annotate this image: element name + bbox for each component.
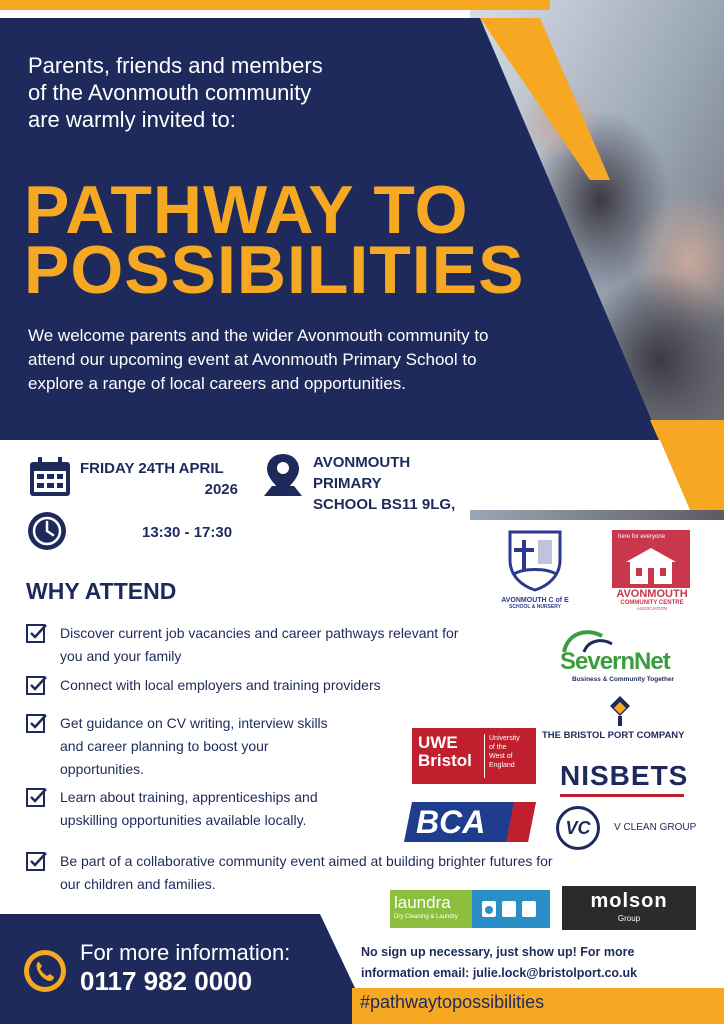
calendar-icon: [28, 456, 72, 498]
list-item: Learn about training, apprenticeships and upskilling opportunities available locally.: [26, 786, 386, 832]
list-item: Connect with local employers and training providers: [26, 674, 546, 698]
contact-label: For more information:: [80, 940, 291, 965]
checkbox-icon: [26, 850, 48, 872]
nisbets-logo: NISBETS: [560, 760, 689, 791]
location-pin-icon: [262, 452, 304, 498]
contact-phone[interactable]: 0117 982 0000: [80, 966, 253, 996]
bristol-port-logo: THE BRISTOL PORT COMPANY: [542, 730, 685, 741]
hashtag: #pathwaytopossibilities: [360, 992, 545, 1012]
event-title: PATHWAY TO POSSIBILITIES: [24, 172, 525, 308]
laundry-icons: [480, 900, 544, 918]
event-description: We welcome parents and the wider Avonmouth community to attend our upcoming event at Avonmouth Primary School to explore a range of local careers and opportunities.: [28, 326, 489, 393]
phone-icon: [22, 948, 68, 994]
event-time: 13:30 - 17:30: [142, 524, 233, 541]
molson-logo: molson Group: [562, 886, 696, 930]
checkbox-icon: [26, 622, 48, 644]
event-date: FRIDAY 24TH APRIL 2026: [80, 460, 238, 498]
checkbox-icon: [26, 674, 48, 696]
nisbets-underline: [560, 794, 684, 797]
community-centre-logo: here for everyone AVONMOUTH COMMUNITY CENTRE ASSOCIATION: [612, 530, 692, 626]
list-item: Get guidance on CV writing, interview skills and career planning to boost your opportunities.: [26, 712, 386, 782]
vclean-logo: V CLEAN GROUP: [614, 822, 697, 833]
bca-logo: BCA: [402, 800, 538, 844]
checkbox-icon: [26, 712, 48, 734]
list-item: Be part of a collaborative community event aimed at building brighter futures for our children and families.: [26, 850, 666, 896]
severnnet-logo: SevernNet Business & Community Together: [558, 626, 690, 686]
bristol-port-emblem-icon: [608, 694, 632, 728]
laundra-logo: laundra Dry Cleaning & Laundry: [390, 890, 550, 928]
footer-note: No sign up necessary, just show up! For more information email: julie.lock@bristolport.co.uk: [361, 945, 638, 980]
avonmouth-school-logo: AVONMOUTH C of E SCHOOL & NURSERY: [490, 530, 580, 614]
list-item: Discover current job vacancies and career pathways relevant for you and your family: [26, 622, 546, 668]
why-attend-heading: WHY ATTEND: [26, 578, 177, 604]
clock-icon: [26, 510, 68, 552]
uwe-bristol-logo: UWE Bristol University of the West of England: [412, 728, 536, 784]
building-icon: [622, 546, 680, 586]
school-crest-icon: [490, 530, 580, 592]
vclean-mark: VC: [556, 806, 600, 850]
invitation-text: Parents, friends and members of the Avonmouth community are warmly invited to:: [28, 53, 323, 132]
event-location: AVONMOUTH PRIMARY SCHOOL BS11 9LG,: [313, 454, 456, 513]
checkbox-icon: [26, 786, 48, 808]
